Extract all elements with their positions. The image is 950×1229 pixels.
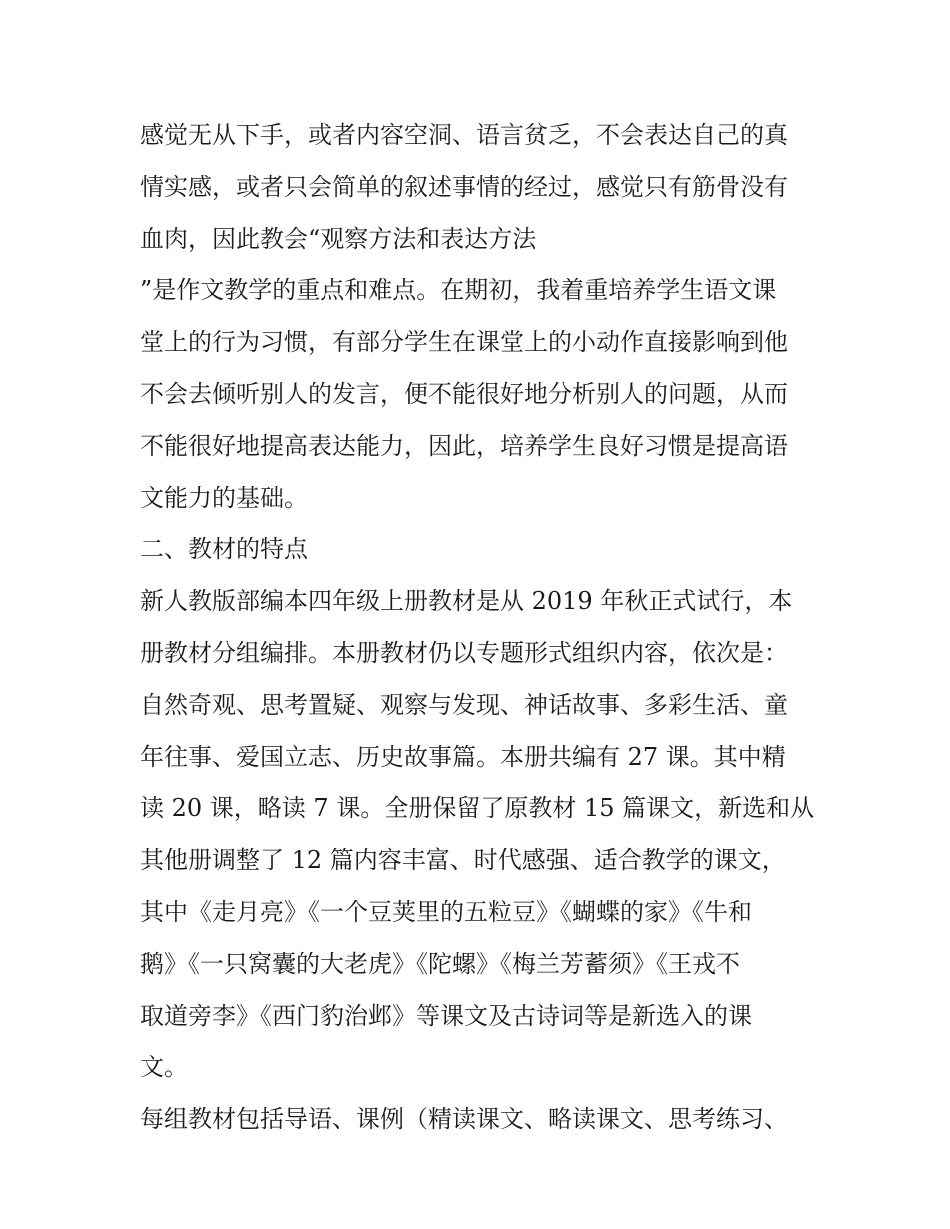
document-body — [140, 110, 820, 1146]
text-line: 不能很好地提高表达能力，因此，培养学生良好习惯是提高语 — [140, 431, 788, 460]
text-line: 不会去倾听别人的发言，便不能很好地分析别人的问题，从而 — [140, 379, 788, 408]
text-line: 其他册调整了 12 篇内容丰富、时代感强、适合教学的课文， — [140, 846, 786, 875]
text-line: 其中《走月亮》《一个豆荚里的五粒豆》《蝴蝶的家》《牛和 — [140, 897, 752, 926]
text-line: 每组教材包括导语、课例（精读课文、略读课文、思考练习、 — [140, 1105, 788, 1134]
text-line: 堂上的行为习惯，有部分学生在课堂上的小动作直接影响到他 — [140, 328, 788, 357]
text-line: 年往事、爱国立志、历史故事篇。本册共编有 27 课。其中精 — [140, 742, 786, 771]
text-line: 取道旁李》《西门豹治邺》等课文及古诗词等是新选入的课 — [140, 1001, 752, 1030]
text-line: 文。 — [140, 1053, 188, 1082]
text-line: 文能力的基础。 — [140, 483, 308, 512]
section-heading: 二、教材的特点 — [140, 535, 308, 564]
text-line: 感觉无从下手，或者内容空洞、语言贫乏，不会表达自己的真 — [140, 121, 788, 149]
text-line: 自然奇观、思考置疑、观察与发现、神话故事、多彩生活、童 — [140, 690, 788, 719]
text-line: 情实感，或者只会简单的叙述事情的经过，感觉只有筋骨没有 — [140, 172, 788, 201]
text-line: ”是作文教学的重点和难点。在期初，我着重培养学生语文课 — [140, 276, 777, 305]
text-line: 鹅》《一只窝囊的大老虎》《陀螺》《梅兰芳蓄须》《王戎不 — [140, 949, 740, 978]
text-line: 新人教版部编本四年级上册教材是从 2019 年秋正式试行，本 — [140, 587, 793, 616]
text-line: 读 20 课，略读 7 课。全册保留了原教材 15 篇课文，新选和从 — [140, 794, 815, 823]
text-line: 册教材分组编排。本册教材仍以专题形式组织内容，依次是： — [140, 638, 788, 667]
text-line: 血肉，因此教会“观察方法和表达方法 — [140, 224, 537, 253]
